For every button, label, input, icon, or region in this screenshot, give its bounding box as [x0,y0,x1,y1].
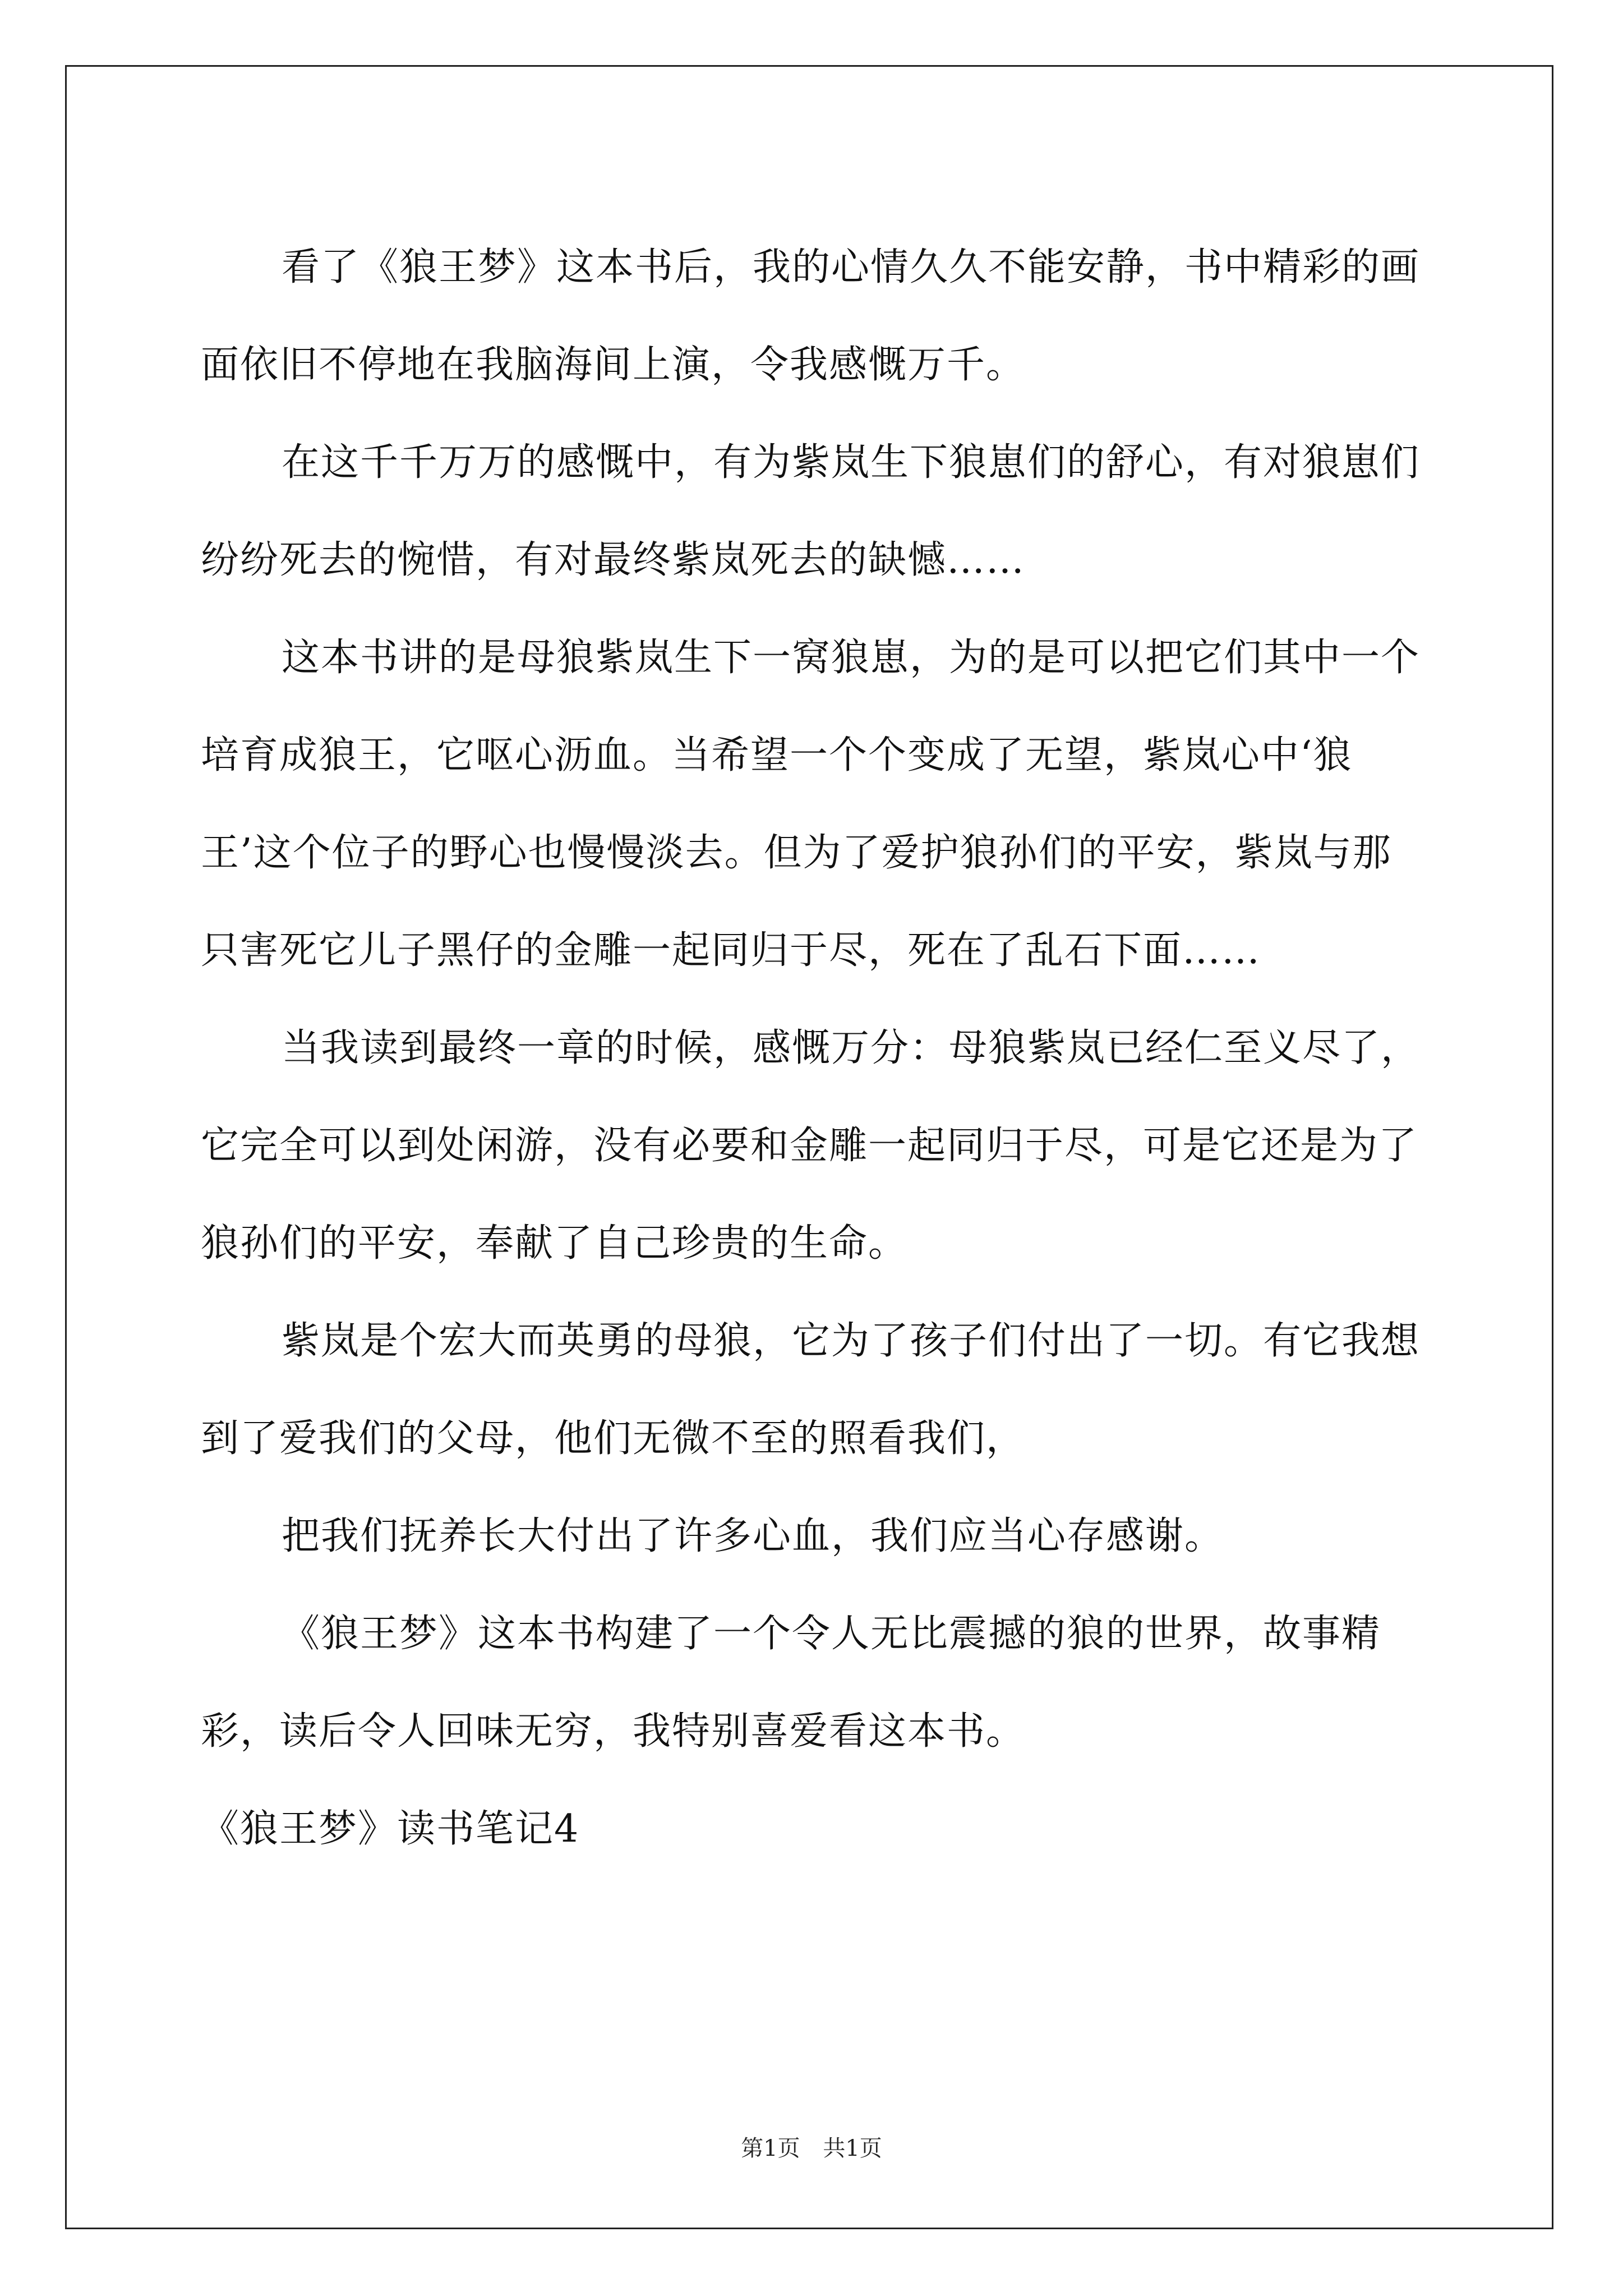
paragraph-2: 在这千千万万的感慨中，有为紫岚生下狼崽们的舒心，有对狼崽们纷纷死去的惋惜，有对最终紫岚死去的缺憾…… [201,440,1421,582]
page-footer [0,2131,1623,2162]
section-heading: 《狼王梦》读书笔记4 [201,1807,580,1851]
paragraph-5: 紫岚是个宏大而英勇的母狼，它为了孩子们付出了一切。有它我想到了爱我们的父母，他们无微不至的照看我们， [201,1319,1421,1461]
paragraph-1: 看了《狼王梦》这本书后，我的心情久久不能安静，书中精彩的画面依旧不停地在我脑海间上演，令我感慨万千。 [201,245,1421,387]
document-body [201,219,1429,1878]
paragraph-7: 《狼王梦》这本书构建了一个令人无比震撼的狼的世界，故事精彩，读后令人回味无穷，我特别喜爱看这本书。 [201,1612,1381,1754]
paragraph-3: 这本书讲的是母狼紫岚生下一窝狼崽，为的是可以把它们其中一个培育成狼王，它呕心沥血。当希望一个个变成了无望，紫岚心中‘狼王’这个位子的野心也慢慢淡去。但为了爱护狼孙们的平安，紫岚与那只害死它儿子黑仔的金雕一起同归于尽，死在了乱石下面…… [201,636,1421,973]
page-total: 共1页 [823,2136,882,2161]
page-number: 第1页 [741,2136,800,2161]
paragraph-4: 当我读到最终一章的时候，感慨万分：母狼紫岚已经仁至义尽了，它完全可以到处闲游，没有必要和金雕一起同归于尽，可是它还是为了狼孙们的平安，奉献了自己珍贵的生命。 [201,1026,1421,1266]
paragraph-6: 把我们抚养长大付出了许多心血，我们应当心存感谢。 [282,1514,1224,1558]
